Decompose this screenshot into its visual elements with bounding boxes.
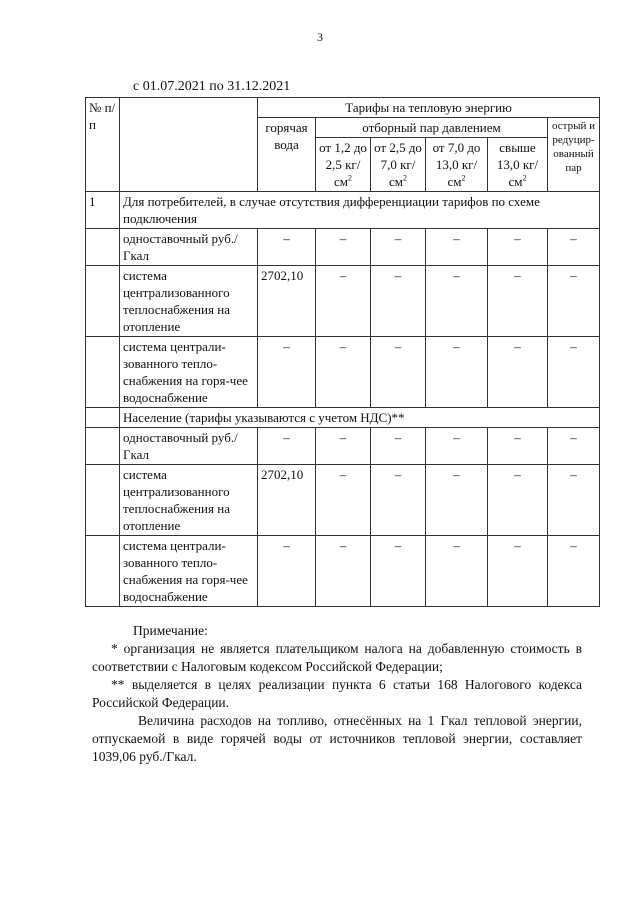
dash-cell: – <box>488 465 548 536</box>
dash-cell: – <box>316 465 371 536</box>
header-row-1 <box>86 98 600 118</box>
dash-cell: – <box>371 465 426 536</box>
table-row <box>86 428 600 465</box>
dash-cell: – <box>548 337 600 408</box>
notes-heading: Примечание: <box>133 623 208 638</box>
table-row <box>86 266 600 337</box>
row-label: система централи-зованного тепло-снабжения на горя-чее водоснабжение <box>120 337 258 408</box>
header-tariffs: Тарифы на тепловую энергию <box>258 98 600 118</box>
header-sharp-steam: острый и редуцир-ованный пар <box>548 118 600 192</box>
dash-cell: – <box>426 337 488 408</box>
dash-cell: – <box>371 266 426 337</box>
header-pressure-1: от 1,2 до 2,5 $кг/см^2$ <box>316 138 371 192</box>
section-2-title: Население (тарифы указываются с учетом НДС)** <box>120 408 600 428</box>
header-pressure-4: свыше 13,0 $кг/см^2$ <box>488 138 548 192</box>
dash-cell: – <box>488 266 548 337</box>
hot-water-value: 2702,10 <box>258 465 316 536</box>
dash-cell: – <box>316 428 371 465</box>
section-1-row <box>86 192 600 229</box>
row-label: система централизованного теплоснабжения на отопление <box>120 266 258 337</box>
dash-cell: – <box>488 536 548 607</box>
hot-water-value: 2702,10 <box>258 266 316 337</box>
note-vat-allocated: ** выделяется в целях реализации пункта 6 статьи 168 Налогового кодекса Российской Федерации. <box>92 677 582 710</box>
dash-cell: – <box>426 266 488 337</box>
dash-cell: – <box>371 337 426 408</box>
row-label: одноставочный руб./Гкал <box>120 428 258 465</box>
section-1-title: Для потребителей, в случае отсутствия дифференциации тарифов по схеме подключения <box>120 192 600 229</box>
hot-water-value: – <box>258 428 316 465</box>
section-1-num: 1 <box>86 192 120 229</box>
note-vat-exempt: * организация не является плательщиком налога на добавленную стоимость в соответствии с Налоговым кодексом Российской Федерации; <box>92 641 582 674</box>
table-row <box>86 465 600 536</box>
dash-cell: – <box>548 266 600 337</box>
dash-cell: – <box>426 536 488 607</box>
dash-cell: – <box>548 428 600 465</box>
table-row <box>86 229 600 266</box>
hot-water-value: – <box>258 229 316 266</box>
header-hot-water: горячая вода <box>258 118 316 192</box>
dash-cell: – <box>426 229 488 266</box>
row-label: одноставочный руб./Гкал <box>120 229 258 266</box>
tariff-period: с 01.07.2021 по 31.12.2021 <box>133 79 291 94</box>
notes-block <box>92 622 582 766</box>
dash-cell: – <box>426 428 488 465</box>
table-row <box>86 337 600 408</box>
dash-cell: – <box>316 229 371 266</box>
dash-cell: – <box>488 428 548 465</box>
header-num: № п/п <box>86 98 120 192</box>
dash-cell: – <box>548 465 600 536</box>
table-row <box>86 536 600 607</box>
dash-cell: – <box>371 229 426 266</box>
dash-cell: – <box>371 428 426 465</box>
row-label: система централи-зованного тепло-снабжения на горя-чее водоснабжение <box>120 536 258 607</box>
dash-cell: – <box>548 536 600 607</box>
tariff-table <box>85 97 600 607</box>
hot-water-value: – <box>258 337 316 408</box>
page-number: 3 <box>317 30 323 44</box>
dash-cell: – <box>426 465 488 536</box>
dash-cell: – <box>316 266 371 337</box>
row-label: система централизованного теплоснабжения на отопление <box>120 465 258 536</box>
dash-cell: – <box>488 229 548 266</box>
fuel-cost-note: Величина расходов на топливо, отнесённых на 1 Гкал тепловой энергии, отпускаемой в виде горячей воды от источников тепловой энергии, составляет 1039,06 руб./Гкал. <box>92 713 582 764</box>
dash-cell: – <box>316 536 371 607</box>
hot-water-value: – <box>258 536 316 607</box>
dash-cell: – <box>316 337 371 408</box>
dash-cell: – <box>548 229 600 266</box>
header-pressure-3: от 7,0 до 13,0 $кг/см^2$ <box>426 138 488 192</box>
section-2-row <box>86 408 600 428</box>
header-pressure-2: от 2,5 до 7,0 $кг/см^2$ <box>371 138 426 192</box>
header-steam: отборный пар давлением <box>316 118 548 138</box>
dash-cell: – <box>488 337 548 408</box>
header-blank <box>120 98 258 192</box>
dash-cell: – <box>371 536 426 607</box>
